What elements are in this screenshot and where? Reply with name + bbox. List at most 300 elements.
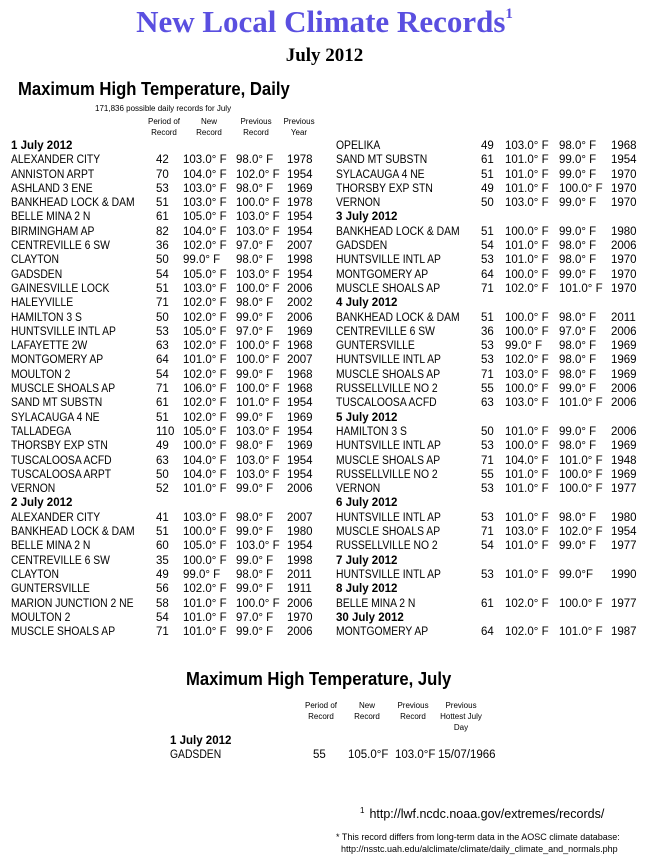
footnote-database-note (336, 832, 620, 855)
new-record: 103.0° F (505, 368, 549, 381)
new-record: 101.0° F (505, 483, 549, 496)
period-of-record: 51 (481, 311, 494, 324)
date-group-heading (336, 296, 640, 310)
station-name: MUSCLE SHOALS AP (11, 626, 116, 639)
period-of-record: 71 (156, 297, 169, 310)
previous-year: 1969 (287, 182, 313, 195)
previous-record: 101.0° F (559, 626, 603, 639)
station-name: GAINESVILLE LOCK (11, 282, 110, 295)
previous-year: 1969 (611, 468, 637, 481)
previous-year: 1978 (287, 154, 313, 167)
previous-year: 1969 (611, 440, 637, 453)
new-record: 100.0° F (183, 526, 227, 539)
new-record: 103.0° F (505, 197, 549, 210)
period-of-record: 61 (481, 597, 494, 610)
new-record: 102.0° F (183, 411, 227, 424)
new-record: 102.0° F (183, 583, 227, 596)
table-row (11, 554, 321, 568)
previous-year: 2011 (287, 568, 312, 581)
previous-record: 98.0° F (559, 354, 597, 367)
period-of-record: 54 (156, 611, 169, 624)
period-of-record: 50 (481, 425, 494, 438)
table-row (11, 468, 321, 482)
new-record: 105.0° F (183, 211, 227, 224)
station-name: VERNON (336, 197, 381, 210)
month-col-header-previous-hottest-day: Previous Hottest July Day (440, 701, 482, 732)
new-record: 103.0° F (183, 282, 227, 295)
table-row (11, 353, 321, 367)
table-row (11, 525, 321, 539)
station-name: MONTGOMERY AP (336, 268, 429, 281)
station-name: GADSDEN (170, 749, 222, 762)
previous-year: 2007 (287, 354, 313, 367)
station-name: RUSSELLVILLE NO 2 (336, 383, 438, 396)
previous-record: 103.0° F (236, 454, 280, 467)
previous-year: 2006 (611, 425, 637, 438)
station-name: BELLE MINA 2 N (11, 540, 91, 553)
period-of-record: 63 (156, 454, 169, 467)
previous-year: 1970 (611, 197, 637, 210)
previous-year: 1968 (287, 340, 313, 353)
footnote-url[interactable]: http://lwf.ncdc.noaa.gov/extremes/records/ (369, 807, 605, 822)
previous-year: 1970 (611, 268, 637, 281)
station-name: SYLACAUGA 4 NE (336, 168, 425, 181)
previous-record: 102.0° F (559, 526, 603, 539)
new-record: 100.0° F (505, 268, 549, 281)
previous-record: 98.0° F (559, 254, 597, 267)
date-label: 7 July 2012 (336, 554, 398, 567)
station-name: MARION JUNCTION 2 NE (11, 597, 134, 610)
table-row (11, 339, 321, 353)
station-name: GUNTERSVILLE (11, 583, 90, 596)
previous-record: 98.0° F (559, 240, 597, 253)
new-record: 100.0° F (505, 225, 549, 238)
previous-year: 1969 (287, 325, 313, 338)
new-record: 104.0° F (183, 454, 227, 467)
table-row (11, 239, 321, 253)
table-row (336, 153, 640, 167)
previous-year: 2006 (287, 626, 313, 639)
previous-year: 1954 (287, 397, 313, 410)
previous-record: 99.0° F (559, 197, 597, 210)
date-group-heading (336, 210, 640, 224)
new-record: 103.0° F (183, 154, 227, 167)
new-record: 101.0° F (505, 468, 549, 481)
station-name: MOULTON 2 (11, 611, 71, 624)
new-record: 101.0° F (183, 626, 227, 639)
page-title (0, 4, 649, 40)
new-record: 104.0° F (505, 454, 549, 467)
footnote-source (360, 806, 604, 821)
period-of-record: 110 (156, 425, 175, 438)
new-record: 103.0° F (505, 397, 549, 410)
station-name: RUSSELLVILLE NO 2 (336, 468, 438, 481)
previous-year: 1970 (611, 282, 637, 295)
previous-record: 99.0°F (559, 568, 594, 581)
new-record: 102.0° F (505, 354, 549, 367)
period-of-record: 71 (481, 526, 494, 539)
daily-records-right-column (336, 139, 640, 639)
new-record: 101.0° F (505, 511, 549, 524)
previous-year: 2007 (287, 511, 313, 524)
new-record: 100.0° F (505, 383, 549, 396)
previous-record: 98.0° F (559, 340, 597, 353)
station-name: BELLE MINA 2 N (11, 211, 91, 224)
table-row (11, 439, 321, 453)
previous-year: 2011 (611, 311, 636, 324)
station-name: TALLADEGA (11, 425, 72, 438)
table-row (336, 454, 640, 468)
table-row (336, 625, 640, 639)
previous-record: 100.0° F (236, 197, 280, 210)
station-name: TUSCALOOSA ARPT (11, 468, 112, 481)
period-of-record: 53 (156, 182, 169, 195)
new-record: 100.0° F (183, 440, 227, 453)
new-record: 101.0° F (505, 568, 549, 581)
station-name: GUNTERSVILLE (336, 340, 415, 353)
period-of-record: 61 (481, 154, 494, 167)
date-group-heading (11, 496, 321, 510)
previous-record: 103.0° F (236, 468, 280, 481)
monthly-records-table (170, 734, 530, 763)
station-name: MUSCLE SHOALS AP (336, 282, 441, 295)
previous-record: 99.0° F (236, 526, 274, 539)
previous-record: 101.0° F (559, 397, 603, 410)
previous-year: 2006 (287, 483, 313, 496)
table-row (11, 611, 321, 625)
station-name: SAND MT SUBSTN (336, 154, 428, 167)
station-name: GADSDEN (11, 268, 63, 281)
period-of-record: 41 (156, 511, 169, 524)
previous-year: 2006 (287, 597, 313, 610)
period-of-record: 54 (481, 540, 494, 553)
new-record: 105.0°F (348, 749, 389, 762)
table-row (11, 225, 321, 239)
period-of-record: 71 (156, 383, 169, 396)
title-footnote-mark: 1 (505, 6, 513, 22)
table-row (11, 482, 321, 496)
table-row (11, 153, 321, 167)
table-row (11, 210, 321, 224)
new-record: 102.0° F (505, 597, 549, 610)
previous-record: 100.0° F (559, 483, 603, 496)
period-of-record: 64 (481, 626, 494, 639)
new-record: 102.0° F (183, 297, 227, 310)
new-record: 102.0° F (183, 368, 227, 381)
previous-record: 100.0° F (559, 597, 603, 610)
period-of-record: 71 (481, 282, 494, 295)
previous-record: 100.0° F (559, 468, 603, 481)
period-of-record: 64 (156, 354, 169, 367)
new-record: 105.0° F (183, 325, 227, 338)
previous-hottest-day: 15/07/1966 (438, 749, 496, 762)
previous-year: 1980 (611, 225, 637, 238)
table-row (336, 568, 640, 582)
previous-year: 2006 (611, 240, 637, 253)
previous-record: 101.0° F (559, 454, 603, 467)
previous-record: 97.0° F (236, 325, 274, 338)
new-record: 101.0° F (505, 182, 549, 195)
new-record: 100.0° F (183, 554, 227, 567)
table-row (336, 425, 640, 439)
table-row (336, 396, 640, 410)
station-name: SYLACAUGA 4 NE (11, 411, 100, 424)
period-of-record: 64 (481, 268, 494, 281)
period-of-record: 36 (156, 240, 169, 253)
daily-heading: Maximum High Temperature, Daily (18, 78, 290, 99)
table-row (336, 168, 640, 182)
period-of-record: 53 (481, 440, 494, 453)
table-row (336, 511, 640, 525)
date-group-heading (336, 496, 640, 510)
previous-year: 1954 (611, 526, 637, 539)
table-row (11, 368, 321, 382)
previous-year: 1980 (611, 511, 637, 524)
month-group-heading: 1 July 2012 (170, 735, 232, 747)
station-name: MUSCLE SHOALS AP (11, 383, 116, 396)
period-of-record: 55 (313, 749, 326, 762)
period-of-record: 36 (481, 325, 494, 338)
previous-year: 1990 (611, 568, 637, 581)
previous-record: 103.0° F (236, 540, 280, 553)
previous-year: 2006 (611, 397, 637, 410)
new-record: 99.0° F (505, 340, 543, 353)
new-record: 103.0° F (183, 182, 227, 195)
col-header-previous-record: Previous Record (240, 117, 272, 137)
date-label: 4 July 2012 (336, 297, 398, 310)
table-row (336, 182, 640, 196)
station-name: SAND MT SUBSTN (11, 397, 103, 410)
period-of-record: 50 (156, 311, 169, 324)
previous-record: 98.0° F (236, 254, 274, 267)
col-header-new-record: New Record (196, 117, 222, 137)
previous-year: 1968 (287, 368, 313, 381)
date-group-heading (336, 411, 640, 425)
previous-year: 1970 (287, 611, 313, 624)
period-of-record: 50 (156, 254, 169, 267)
period-of-record: 51 (156, 197, 169, 210)
period-of-record: 71 (481, 454, 494, 467)
new-record: 101.0° F (505, 254, 549, 267)
date-label: 1 July 2012 (11, 140, 73, 152)
previous-record: 103.0° F (236, 211, 280, 224)
previous-record: 100.0° F (236, 383, 280, 396)
previous-year: 1998 (287, 554, 313, 567)
new-record: 102.0° F (183, 240, 227, 253)
new-record: 102.0° F (183, 311, 227, 324)
new-record: 101.0° F (183, 354, 227, 367)
table-row (11, 168, 321, 182)
station-name: ANNISTON ARPT (11, 168, 95, 181)
table-row (336, 239, 640, 253)
new-record: 101.0° F (505, 168, 549, 181)
previous-record: 99.0° F (236, 626, 274, 639)
new-record: 105.0° F (183, 540, 227, 553)
table-row (11, 625, 321, 639)
station-name: LAFAYETTE 2W (11, 340, 88, 353)
table-row (11, 597, 321, 611)
previous-year: 1954 (287, 168, 313, 181)
previous-record: 98.0° F (559, 311, 597, 324)
previous-year: 1954 (287, 454, 313, 467)
monthly-heading: Maximum High Temperature, July (186, 668, 452, 689)
table-row (336, 382, 640, 396)
possible-records-note: 171,836 possible daily records for July (95, 104, 232, 113)
period-of-record: 54 (156, 268, 169, 281)
previous-record: 100.0° F (559, 182, 603, 195)
previous-year: 1954 (287, 211, 313, 224)
footnote-mark: 1 (360, 806, 365, 815)
period-of-record: 53 (481, 568, 494, 581)
station-name: HUNTSVILLE INTL AP (336, 440, 441, 453)
table-row (336, 196, 640, 210)
month-col-header-new-record: New Record (354, 701, 380, 721)
period-of-record: 51 (481, 168, 494, 181)
period-of-record: 71 (156, 626, 169, 639)
period-of-record: 63 (156, 340, 169, 353)
previous-year: 2006 (287, 282, 313, 295)
date-group-heading (336, 611, 640, 625)
new-record: 100.0° F (505, 440, 549, 453)
period-of-record: 53 (156, 325, 169, 338)
period-of-record: 53 (481, 254, 494, 267)
period-of-record: 51 (156, 526, 169, 539)
period-of-record: 53 (481, 511, 494, 524)
new-record: 101.0° F (505, 240, 549, 253)
month-col-header-previous-record: Previous Record (397, 701, 429, 721)
table-row (11, 582, 321, 596)
table-row (11, 568, 321, 582)
station-name: ASHLAND 3 ENE (11, 182, 93, 195)
previous-record: 99.0° F (559, 225, 597, 238)
previous-record: 100.0° F (236, 354, 280, 367)
previous-record: 97.0° F (559, 325, 597, 338)
date-label: 3 July 2012 (336, 211, 398, 224)
period-of-record: 63 (481, 397, 494, 410)
period-of-record: 35 (156, 554, 169, 567)
station-name: OPELIKA (336, 140, 381, 152)
new-record: 101.0° F (505, 540, 549, 553)
previous-year: 1954 (611, 154, 637, 167)
station-name: CENTREVILLE 6 SW (11, 240, 110, 253)
table-row (336, 282, 640, 296)
period-of-record: 71 (481, 368, 494, 381)
station-name: BANKHEAD LOCK & DAM (11, 197, 135, 210)
period-of-record: 51 (481, 225, 494, 238)
previous-year: 1968 (287, 383, 313, 396)
previous-record: 99.0° F (236, 411, 274, 424)
table-row (336, 311, 640, 325)
previous-record: 103.0° F (236, 268, 280, 281)
date-group-heading (336, 582, 640, 596)
footnote-note-url[interactable]: http://nsstc.uah.edu/alclimate/climate/daily_climate_and_normals.php (341, 843, 618, 854)
date-label: 5 July 2012 (336, 411, 398, 424)
table-row (336, 325, 640, 339)
previous-year: 1954 (287, 268, 313, 281)
new-record: 100.0° F (505, 325, 549, 338)
previous-record: 100.0° F (236, 597, 280, 610)
station-name: TUSCALOOSA ACFD (11, 454, 112, 467)
table-row (336, 597, 640, 611)
previous-record: 98.0° F (236, 440, 274, 453)
previous-record: 99.0° F (559, 168, 597, 181)
previous-year: 1970 (611, 168, 637, 181)
station-name: HUNTSVILLE INTL AP (336, 254, 441, 267)
table-row (336, 368, 640, 382)
table-row (11, 325, 321, 339)
previous-record: 103.0° F (236, 425, 280, 438)
previous-record: 98.0° F (559, 140, 597, 152)
table-row (11, 311, 321, 325)
new-record: 103.0° F (183, 197, 227, 210)
table-row (336, 353, 640, 367)
previous-record: 103.0° F (236, 225, 280, 238)
period-of-record: 55 (481, 468, 494, 481)
station-name: GADSDEN (336, 240, 388, 253)
new-record: 102.0° F (183, 397, 227, 410)
table-row (336, 339, 640, 353)
page-subtitle: July 2012 (285, 45, 364, 66)
station-name: HAMILTON 3 S (336, 425, 407, 438)
table-row (11, 196, 321, 210)
table-row (11, 282, 321, 296)
station-name: BELLE MINA 2 N (336, 597, 416, 610)
previous-record: 100.0° F (236, 282, 280, 295)
table-row (336, 525, 640, 539)
station-name: ALEXANDER CITY (11, 511, 101, 524)
new-record: 102.0° F (505, 282, 549, 295)
station-name: ALEXANDER CITY (11, 154, 101, 167)
previous-record: 99.0° F (559, 268, 597, 281)
table-row (11, 511, 321, 525)
previous-record: 98.0° F (236, 511, 274, 524)
new-record: 105.0° F (183, 425, 227, 438)
previous-year: 1978 (287, 197, 313, 210)
table-row (11, 268, 321, 282)
period-of-record: 51 (156, 282, 169, 295)
previous-year: 1987 (611, 626, 637, 639)
new-record: 103.0° F (505, 526, 549, 539)
table-row (11, 454, 321, 468)
previous-record: 99.0° F (236, 554, 274, 567)
previous-year: 1911 (287, 583, 312, 596)
table-row (11, 396, 321, 410)
daily-records-left-column (11, 139, 321, 639)
period-of-record: 82 (156, 225, 169, 238)
table-row (336, 253, 640, 267)
previous-year: 1977 (611, 483, 637, 496)
period-of-record: 61 (156, 397, 169, 410)
previous-record: 99.0° F (559, 540, 597, 553)
station-name: HUNTSVILLE INTL AP (11, 325, 116, 338)
station-name: HUNTSVILLE INTL AP (336, 511, 441, 524)
table-row (336, 225, 640, 239)
col-header-period-of-record: Period of Record (147, 117, 181, 137)
previous-record: 99.0° F (236, 368, 274, 381)
table-row (11, 411, 321, 425)
previous-year: 1969 (611, 368, 637, 381)
station-name: HUNTSVILLE INTL AP (336, 354, 441, 367)
new-record: 101.0° F (505, 425, 549, 438)
table-row (336, 268, 640, 282)
previous-record: 99.0° F (559, 425, 597, 438)
previous-year: 1969 (287, 411, 313, 424)
new-record: 102.0° F (183, 340, 227, 353)
station-name: BANKHEAD LOCK & DAM (11, 526, 135, 539)
new-record: 104.0° F (183, 468, 227, 481)
previous-year: 2006 (611, 325, 637, 338)
previous-record: 98.0° F (559, 511, 597, 524)
